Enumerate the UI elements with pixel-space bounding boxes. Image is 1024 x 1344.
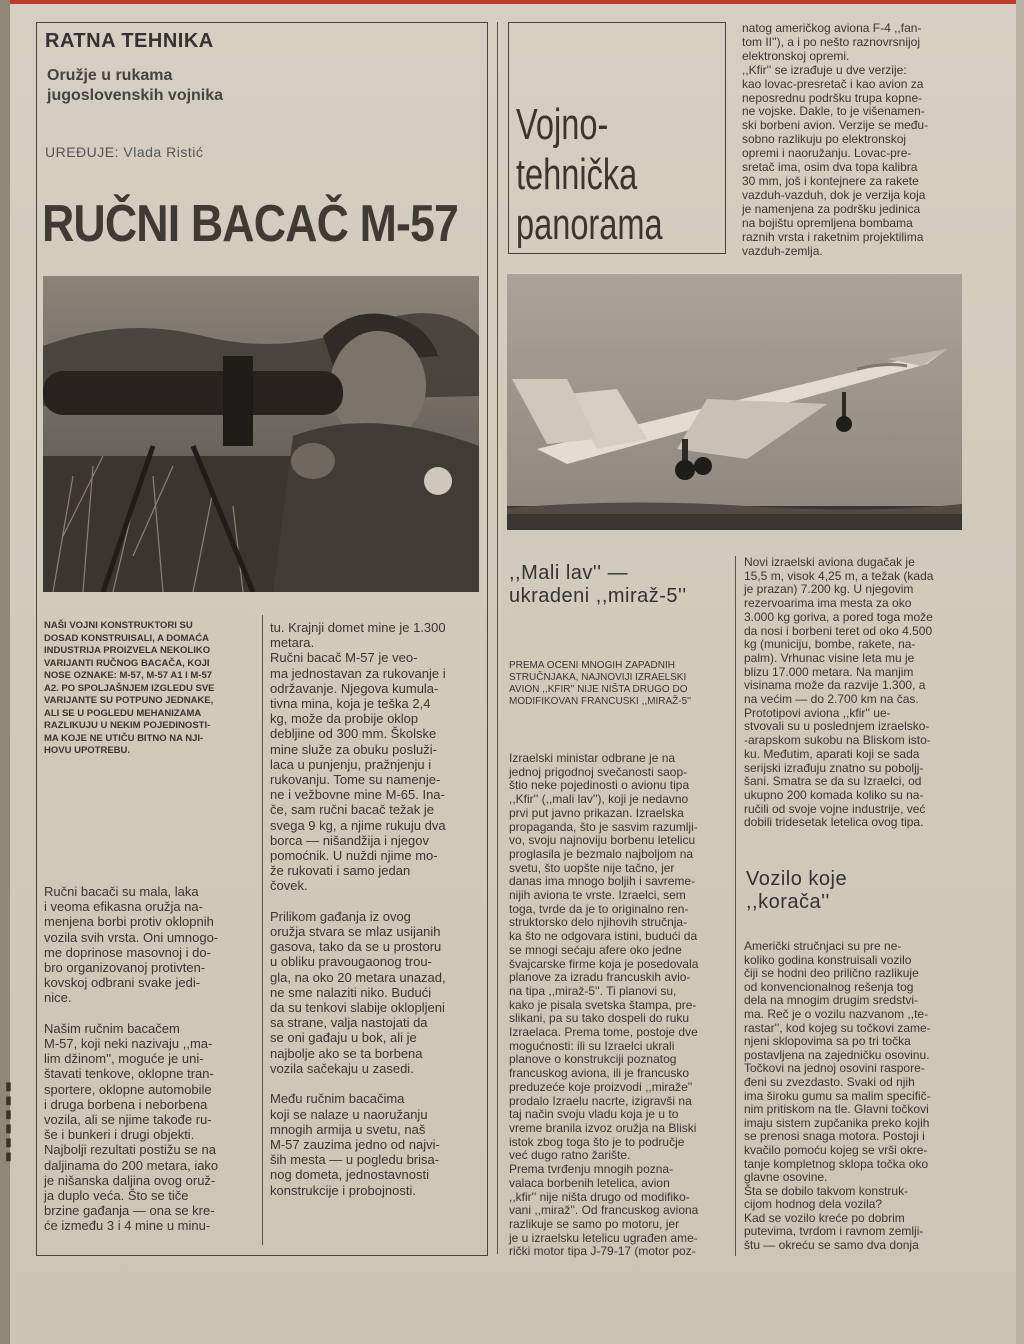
editor-credit: UREĐUJE: Vlada Ristić xyxy=(45,144,204,160)
page-edge xyxy=(1016,0,1024,1344)
top-red-line xyxy=(0,0,1024,4)
binding-spine-marks: ▮▮▮▮▮▮ xyxy=(3,1080,15,1164)
column-divider xyxy=(262,615,263,1245)
section-rubric: RATNA TEHNIKA xyxy=(45,30,214,52)
panorama-title-text: Vojno- tehnička panorama xyxy=(516,100,663,249)
section-subrubric: Oružje u rukama jugoslovenskih vojnika xyxy=(47,67,224,104)
page-divider xyxy=(497,22,498,1254)
soldier-photo xyxy=(43,276,479,592)
column-divider-right xyxy=(735,556,736,1256)
top-right-column: natog američkog aviona F-4 ,,fan- tom II''), a i po nešto raznovrsnijoj elektronskoj opremi. ,,Kfir'' se izrađuje u dve verzije: kao lovac-presretač i kao avion za neposrednu podršku trupa kopne- ne vojske. Dakle, to je višenamen- ski borbeni avion. Verzije se među- sobno razlikuju po elektronskoj opremi i naoružanju. Lovac-pre- sretač ima, osim dva topa kalibra 30 mm, još i kontejnere za rakete vazduh-vazduh, dok je verzija koja je namenjena za podršku jedinica na bojištu opremljena bombama raznih vrsta i raketnim projektilima vazduh-zemlja. xyxy=(742,21,929,258)
article-column-2: tu. Krajnji domet mine je 1.300 metara. Ručni bacač M-57 je veo- ma jednostavan za rukovanje i održavanje. Njegova kumula- tivna mina, koja je teška 2,4 kg, može da probije oklop debljine od 300 mm. Školske mine služe za obuku posluži- laca u punjenju, pražnjenju i rukovanju. Tome su namenje- ne i vežbovne mine M-65. Ina- če, sam ručni bacač težak je svega 9 kg, a njime rukuju dva borca — nišandžija i njegov pomoćnik. U nuždi njime mo- že rukovati i samo jedan čovek. Prilikom gađanja iz ovog oružja stvara se mlaz usijanih gasova, tako da se u prostoru u obliku pravougaonog trou- gla, na oko 20 metara unazad, ne sme nalaziti niko. Budući da su tenkovi slabije oklopljeni sa strane, valja nastojati da se oni gađaju u bok, ali je najbolje ako se ta borbena vozila sačekaju u zasedi. Među ručnim bacačima koji se nalaze u naoružanju mnogih armija u svetu, naš M-57 zauzima jedno od najvi- ših mesta — u pogledu brisa- nog dometa, jednostavnosti konstrukcije i probojnosti. xyxy=(270,620,446,1198)
article-title-vozilo: Vozilo koje ,,korača'' xyxy=(746,868,848,913)
photo-caption-lead: NAŠI VOJNI KONSTRUKTORI SU DOSAD KONSTRUISALI, A DOMAĆA INDUSTRIJA PROIZVELA NEKOLIKO VARIJANTI RUČNOG BACAČA, KOJI NOSE OZNAKE: M-57, M-57 A1 I M-57 A2. PO SPOLJAŠNJEM IZGLEDU SVE VARIJANTE SU POTPUNO JEDNAKE, ALI SE U POGLEDU MEHANIZAMA RAZLIKUJU U NEKIM POJEDINOSTI- MA KOJE NE UTIČU BITNO NA NJI- HOVU UPOTREBU. xyxy=(44,620,215,756)
jet-photo xyxy=(507,274,962,530)
article-column-4: Novi izraelski aviona dugačak je 15,5 m, visok 4,25 m, a težak (kada je prazan) 7.200 kg. U njegovim rezervoarima ima mesta za oko 3.000 kg goriva, a pored toga može da nosi i borbeni teret od oko 4.500 kg (municiju, bombe, rakete, na- palm). Vrhunac visine leta mu je blizu 17.000 metara. Na manjim visinama može da razvije 1.300, a na većim — do 2.700 km na čas. Prototipovi aviona ,,kfir'' ue- stvovali su u poslednjem izraelsko- -arapskom sukobu na Bliskom isto- ku. Međutim, aparati koji se sada serijski izrađuju znatno su poboljj- šani. Smatra se da su Izraelci, od ukupno 200 komada koliko su na- ručili od svoje vojne industrije, već dobili tridesetak letelica ovog tipa. xyxy=(744,555,934,830)
article-column-3: Izraelski ministar odbrane je na jednoj prigodnoj svečanosti saop- štio neke pojedinosti o avionu tipa ,,Kfir'' (,,mali lav''), koji je nedavno prvi put javno prikazan. Izraelska propaganda, što je sasvim razumlji- vo, svoju najnoviju borbenu letelicu proglasila je bezmalo najboljom na svetu, što uopšte nije tačno, jer danas ima mnogo boljih i savreme- nijih aviona te vrste. Izraelci, sem toga, tvrde da je to originalno ren- struktorsko delo njihovih stručnja- ka što ne odgovara istini, budući da se mnogi sećaju afere oko jedne švajcarske firme koja je posedovala planove za izradu francuskih avio- na tipa ,,miraž-5''. Ti planovi su, kako je pisala svetska štampa, pre- slikani, pa su tako dospeli do ruku Izraelaca. Prema tome, postoje dve mogućnosti: ili su Izraelci ukrali planove o konstrukciji poznatog francuskog aviona, ili je francusko preduzeće koje proizvodi ,,miraže'' prodalo Izraelu nacrte, izigravši na taj način svoju vladu koja je u to vreme branila izvoz oružja na Bliski istok zbog toga što je to područje već dugo ratno žarište. Prema tvrđenju mnogih pozna- valaca borbenih letelica, avion ,,kfir'' nije ništa drugo od modifiko- vani ,,miraž''. Od francuskog aviona razlikuje se samo po motoru, jer je u izraelsku letelicu ugrađen ame- rički motor tipa J-79-17 (motor poz- xyxy=(509,751,699,1259)
article-column-4b: Američki stručnjaci su pre ne- koliko godina konstruisali vozilo čiji se hodni deo prilično razlikuje od konvencionalnog rešenja tog dela na mnogim drugim sredstvi- ma. Reč je o vozilu nazvanom ,,te- rastar'', kod kojeg su točkovi zame- njeni sklopovima sa po tri točka postavljena na zajedničku osovinu. Točkovi na jednoj osovini raspore- đeni su zvezdasto. Svaki od njih ima široku gumu sa malim specifič- nim pritiskom na tle. Glavni točkovi imaju sistem zupčanika preko kojih se prenosi snaga motora. Postoji i kvačilo pomoću kojeg se vrši okre- tanje kompletnog sklopa točka oko glavne osovine. Šta se dobilo takvom konstruk- cijom hodnog dela vozila? Kad se vozilo kreće po dobrim putevima, tvrdom i ravnom zemlji- štu — okreću se samo dva donja xyxy=(744,939,931,1253)
article-headline: RUČNI BACAČ M-57 xyxy=(42,195,459,253)
section-title-panorama xyxy=(516,100,664,250)
article-column-1: Ručni bacači su mala, laka i veoma efikasna oružja na- menjena borbi protiv oklopnih vozila svih vrsta. Oni umnogo- me doprinose masovnoj i do- bro organizovanoj protivten- kovskoj odbrani svake jedi- nice. Našim ručnim bacačem M-57, koji neki nazivaju ,,ma- lim džinom'', moguće je uni- štavati tenkove, oklopne tran- sportere, oklopne automobile i druga borbena i neborbena vozila, ali se njime takođe ru- še i bunkeri i drugi objekti. Najbolji rezultati postižu se na daljinama do 200 metara, iako je nišanska daljina ovog oruž- ja duplo veća. Što se tiče brzine gađanja — ona se kre- će između 3 i 4 mine u minu- xyxy=(44,884,219,1234)
article-lead-kfir: PREMA OCENI MNOGIH ZAPADNIH STRUČNJAKA, NAJNOVIJI IZRAELSKI AVION ,,KFIR'' NIJE NIŠTA DRUGO DO MODIFIKOVAN FRANCUSKI ,,MIRAŽ-5'' xyxy=(509,660,691,707)
jet-photo-illustration xyxy=(507,274,962,530)
article-title-kfir: ,,Mali lav'' — ukradeni ,,miraž-5'' xyxy=(509,562,687,607)
soldier-photo-illustration xyxy=(43,276,479,592)
